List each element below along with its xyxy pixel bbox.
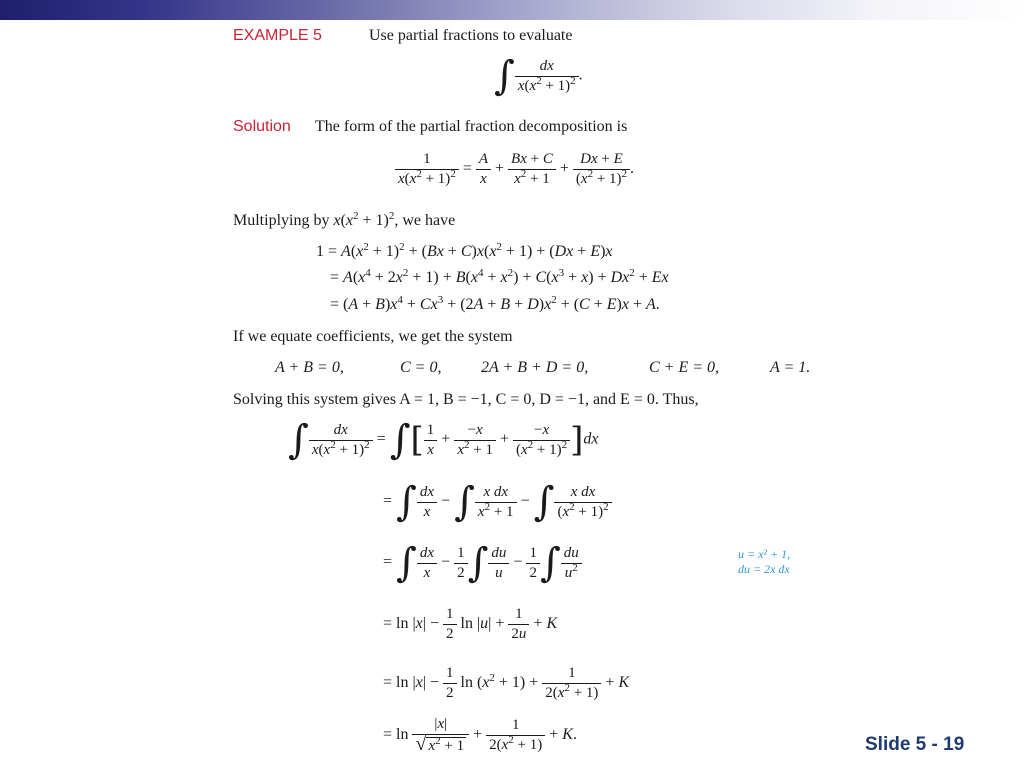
multiplying-text: Multiplying by $x(x^2 + 1)^2$, we have — [233, 210, 456, 229]
expansion-line-3: = $(A + B)x^4 + Cx^3 + (2A + B + D)x^2 + (C + E)x + A$. — [330, 294, 660, 313]
solution-intro: The form of the partial fraction decomposition is — [315, 118, 628, 135]
slide-number: Slide 5 - 19 — [865, 734, 965, 755]
step-5: = ln |x| − $\frac{1}{2}$ $\ln (x^2 + 1)$ + $\frac{1}{2(x^2 + 1)}$ + K — [383, 665, 630, 701]
step-6: = ln $\frac{|x|}{√ x^2 + 1}$ + $\frac{1}{2(x^2 + 1)}$ + K. — [383, 716, 577, 755]
example-prompt: Use partial fractions to evaluate — [369, 27, 573, 44]
title-gradient-bar — [0, 0, 1024, 20]
equate-text: If we equate coefficients, we get the system — [233, 328, 513, 345]
solution-label: Solution — [233, 118, 291, 135]
system-eq-3: 2A + B + D = 0, — [481, 359, 589, 376]
step-3: = ∫ $\frac{dx}{x}$ − $\frac{1}{2}$ ∫ $\frac{du}{u}$ − $\frac{1}{2}$ ∫ $\frac{du}{u^2}$ — [383, 543, 582, 583]
decomposition-form: $\frac{1}{x(x^2 + 1)^2}$ = $\frac{A}{x}$ + $\frac{Bx + C}{x^2 + 1}$ + $\frac{Dx + E}{(x^2 + 1)^2}$ . — [395, 150, 634, 189]
system-eq-2: C = 0, — [400, 359, 442, 376]
system-eq-4: C + E = 0, — [649, 359, 720, 376]
expansion-line-2: = $A(x^4 + 2x^2 + 1) + B(x^4 + x^2) + C(x^3 + x) + Dx^2 + Ex$ — [330, 267, 669, 286]
substitution-note — [738, 547, 790, 577]
substitution-line-1: u = x² + 1, — [738, 547, 791, 561]
example-label: EXAMPLE 5 — [233, 27, 322, 44]
step-4: = ln |x| − $\frac{1}{2}$ ln |u| + $\frac{1}{2u}$ + K — [383, 606, 558, 642]
system-eq-1: A + B = 0, — [275, 359, 344, 376]
step-1: ∫ $\frac{dx}{x(x^2 + 1)^2}$ = ∫[ $\frac{1}{x}$ + $\frac{-x}{x^2 + 1}$ + $\frac{-x}{(x^2 + 1)^2}$ ]dx — [288, 417, 599, 463]
expansion-line-1: $1 = A(x^2 + 1)^2 + (Bx + C)x(x^2 + 1) + (Dx + E)x$ — [316, 241, 613, 260]
system-eq-5: A = 1. — [770, 359, 811, 376]
step-2: = ∫ $\frac{dx}{x}$ − ∫ $\frac{\text{x dx}}{x^2 + 1}$ − ∫ $\frac{\text{x dx}}{(x^2 + 1)^2}$ — [383, 482, 612, 522]
substitution-line-2: du = 2x dx — [738, 562, 790, 576]
solving-text: Solving this system gives A = 1, B = −1, C = 0, D = −1, and E = 0. Thus, — [233, 391, 699, 408]
target-integral: ∫ $\frac{dx}{x(x^2 + 1)^2}$ . — [494, 53, 583, 99]
